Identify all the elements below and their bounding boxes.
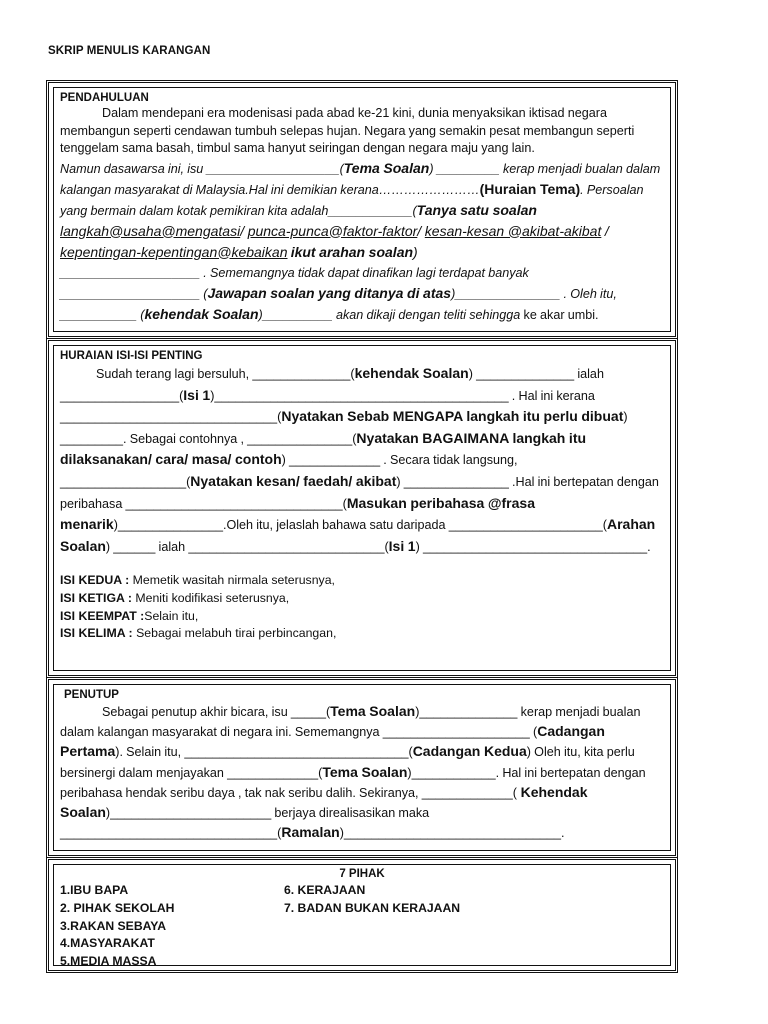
placeholder-label: (Huraian Tema) xyxy=(479,180,581,197)
placeholder-label: Nyatakan kesan/ faedah/ akibat xyxy=(190,472,397,489)
isi-item xyxy=(60,608,664,626)
isi-text: Selain itu, xyxy=(144,608,199,623)
penutup-paragraph xyxy=(60,702,664,843)
text-segment: )____________. Hal ini bertepatan dengan peribahasa hendak seribu daya , tak nak seribu dalih. Sekiranya, _____________( xyxy=(60,765,646,800)
text-segment: ) ________________________________. xyxy=(415,539,651,554)
pendahuluan-paragraph-3 xyxy=(60,263,664,325)
placeholder-label: Isi 1 xyxy=(388,537,416,554)
pihak-item: 4.MASYARAKAT xyxy=(60,936,155,951)
pihak-item: 6. KERAJAAN xyxy=(284,883,366,897)
placeholder-label: kehendak Soalan xyxy=(354,365,469,381)
pihak-item: 1.IBU BAPA xyxy=(60,883,129,897)
huraian-paragraph xyxy=(60,363,664,557)
pihak-box xyxy=(46,857,678,973)
placeholder-label: Isi 1 xyxy=(183,386,211,403)
text-segment: )_______________.Oleh itu, jelaslah bahawa satu daripada ______________________( xyxy=(113,518,607,533)
text-segment: ). Selain itu, ________________________________( xyxy=(115,745,413,760)
huraian-box xyxy=(46,338,678,678)
text-segment: Sebagai penutup akhir bicara, isu _____( xyxy=(102,705,331,719)
isi-item xyxy=(60,572,664,590)
text-segment: Sudah terang lagi bersuluh, ______________( xyxy=(96,367,355,381)
text-segment: ) _____________ . Secara tidak langsung, __________________( xyxy=(60,453,518,489)
placeholder-label: Tema Soalan xyxy=(330,703,416,719)
isi-text: Sebagai melabuh tirai perbincangan, xyxy=(136,626,337,641)
placeholder-label: Masukan peribahasa @frasa menarik xyxy=(60,494,535,533)
text-segment: )_______________ . Oleh itu, ___________ ( xyxy=(60,286,617,322)
option-text: kepentingan-kepentingan@kebaikan xyxy=(60,243,288,260)
placeholder-label: ikut arahan soalan xyxy=(290,243,414,260)
text-segment: )_______________________________. xyxy=(339,826,565,841)
placeholder-label: Cadangan Pertama xyxy=(60,723,605,760)
pendahuluan-title: PENDAHULUAN xyxy=(60,92,149,104)
placeholder-label: Arahan Soalan xyxy=(60,516,656,554)
text-segment: ) _________. Sebagai contohnya , _______________( xyxy=(60,410,628,446)
text-segment: Namun dasawarsa ini, isu ___________________( xyxy=(60,161,344,176)
isi-item xyxy=(60,625,664,643)
option-text: kesan-kesan @akibat-akibat xyxy=(424,222,602,239)
pihak-title: 7 PIHAK xyxy=(339,868,385,880)
penutup-title: PENUTUP xyxy=(64,689,119,701)
pihak-column-1 xyxy=(60,882,284,971)
text-segment: ) _________ kerap menjadi bualan dalam kalangan masyarakat di Malaysia.Hal ini demikian kerana…………………… xyxy=(60,161,661,197)
text-segment: ) ______________ ialah _________________( xyxy=(60,367,604,403)
placeholder-label: Nyatakan BAGAIMANA langkah itu dilaksanakan/ cara/ masa/ contoh xyxy=(60,429,587,468)
option-text: punca-punca@faktor-faktor xyxy=(247,222,418,239)
placeholder-label: Kehendak Soalan xyxy=(60,783,588,821)
placeholder-label: Jawapan soalan yang ditanya di atas xyxy=(207,284,452,301)
document-title: SKRIP MENULIS KARANGAN xyxy=(48,45,211,57)
text-segment: )_______________________ berjaya direalisasikan maka _______________________________( xyxy=(60,806,430,841)
text-segment: )______________ kerap menjadi bualan dalam kalangan masyarakat di negara ini. Sememangnya _____________________ ( xyxy=(60,705,641,740)
text-segment: ) ______ ialah ____________________________( xyxy=(105,539,389,554)
huraian-title: HURAIAN ISI-ISI PENTING xyxy=(60,350,203,362)
placeholder-label: Tema Soalan xyxy=(343,159,430,176)
pihak-column-2 xyxy=(284,882,460,971)
isi-label: ISI KETIGA : xyxy=(60,590,132,605)
placeholder-label: Ramalan xyxy=(281,824,340,841)
text-segment: ____________________ . Sememangnya tidak dapat dinafikan lagi terdapat banyak ____________________ ( xyxy=(60,265,529,301)
isi-label: ISI KELIMA : xyxy=(60,626,133,641)
text-segment: ) _______________ .Hal ini bertepatan dengan peribahasa _______________________________( xyxy=(60,474,659,511)
placeholder-label: Cadangan Kedua xyxy=(412,743,527,760)
pihak-item: 2. PIHAK SEKOLAH xyxy=(60,900,175,915)
pendahuluan-paragraph-2: Namun dasawarsa ini, isu ___________________(Tema Soalan) _________ kerap menjadi bualan dalam kalangan masyarakat di Malaysia.Hal ini demikian kerana……………………(Huraian Tema). Persoalan yang bermain dalam kotak pemikiran kita adalah____________(Tanya satu soalan langkah@usaha@mengatasi/ punca-punca@faktor-faktor/ kesan-kesan @akibat-akibat / kepentingan-kepentingan@kebaikan ikut arahan soalan) xyxy=(60,159,661,260)
pihak-item: 7. BADAN BUKAN KERAJAAN xyxy=(284,900,461,915)
placeholder-label: Tema Soalan xyxy=(322,763,408,780)
text-segment: . Persoalan yang bermain dalam kotak pemikiran kita adalah____________( xyxy=(60,182,644,218)
text-segment: ) Oleh itu, kita perlu bersinergi dalam menjayakan _____________( xyxy=(60,745,635,780)
isi-text: Memetik wasitah nirmala seterusnya, xyxy=(132,573,335,588)
isi-item xyxy=(60,590,664,608)
placeholder-label: Nyatakan Sebab MENGAPA langkah itu perlu dibuat xyxy=(281,408,624,425)
option-text: langkah@usaha@mengatasi xyxy=(60,222,241,239)
placeholder-label: kehendak Soalan xyxy=(144,305,259,322)
pendahuluan-paragraph-1: Dalam mendepani era modenisasi pada abad ke-21 kini, dunia menyaksikan iktisad negara membangun seperti cendawan tumbuh selepas hujan. Negara yang semakin pesat membangun seperti tenggelam sama basah, timbul sama hanyut seiringan dengan negara maju yang lain. xyxy=(60,106,635,155)
isi-list xyxy=(60,572,664,642)
pendahuluan-box xyxy=(46,80,678,339)
text-segment: )__________ akan dikaji dengan teliti sehingga xyxy=(258,307,521,322)
placeholder-label: Tanya satu soalan xyxy=(416,201,537,218)
isi-label: ISI KEEMPAT : xyxy=(60,608,145,623)
text-segment: ke akar umbi. xyxy=(523,307,599,322)
pihak-item: 3.RAKAN SEBAYA xyxy=(60,918,167,933)
isi-text: Meniti kodifikasi seterusnya, xyxy=(135,590,290,605)
pihak-item: 5.MEDIA MASSA xyxy=(60,954,157,969)
isi-label: ISI KEDUA : xyxy=(60,573,130,588)
pihak-columns xyxy=(60,882,664,971)
penutup-box xyxy=(46,677,678,858)
text-segment: )__________________________________________ . Hal ini kerana _______________________________( xyxy=(60,388,595,425)
